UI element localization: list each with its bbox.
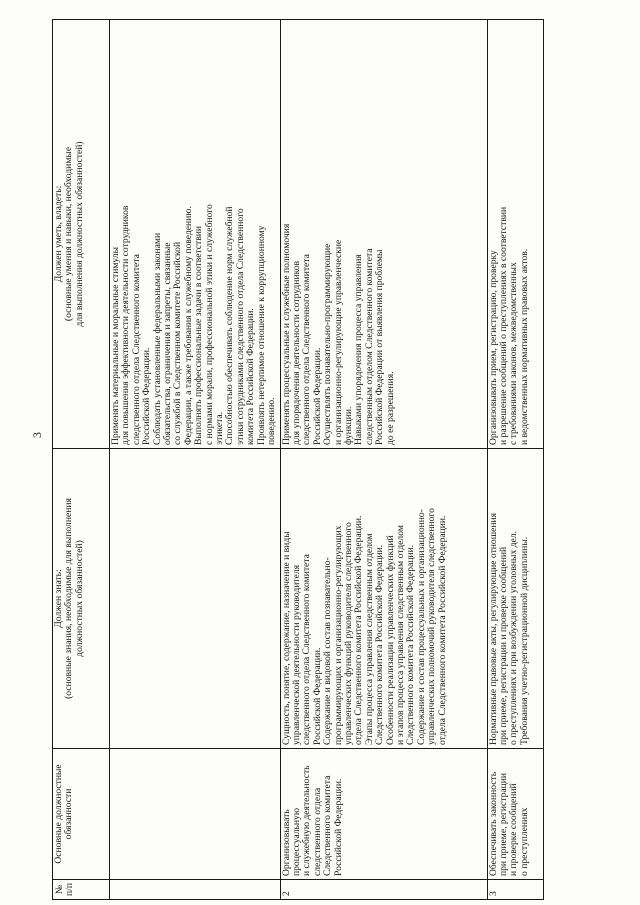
cell-skills <box>280 20 487 449</box>
cell-duties-line: при приеме, регистрации <box>497 772 509 876</box>
cell-knowledge-line: Сущность, понятие, содержание, назначение и виды <box>280 531 292 745</box>
header-duties-line: обязанности <box>63 788 75 840</box>
cell-duties-line: Российской Федерации. <box>332 778 344 876</box>
cell-skills <box>487 20 543 449</box>
cell-skills-line: комитета Российской Федерации. <box>245 308 257 445</box>
table-body <box>110 20 544 900</box>
cell-knowledge <box>487 449 543 749</box>
header-skills-line: для выполнения должностных обязанностей) <box>73 141 85 327</box>
cell-knowledge-line: отдела Следственного комитета Российской Федерации. <box>353 515 365 745</box>
cell-skills-line: поведению. <box>266 397 278 445</box>
cell-skills-line: функции. <box>342 406 354 445</box>
cell-skills-line: обязательства, ограничения и запреты, связанные <box>162 242 174 445</box>
cell-knowledge-line: Российской Федерации. <box>311 647 323 745</box>
cell-skills-line: следственным отделом Следственного комитета <box>363 248 375 445</box>
cell-knowledge-line: управленческих функций руководителя следственного <box>342 522 354 745</box>
cell-knowledge-line: следственного отдела Следственного комитета <box>301 554 313 745</box>
cell-skills-line: Выполнять профессиональные задачи в соответствии <box>193 225 205 445</box>
cell-duties-line: следственного отдела <box>311 787 323 876</box>
cell-skills-line: Соблюдать установленные федеральными законами <box>151 232 163 445</box>
cell-duties-line: и проверке сообщений <box>508 783 520 876</box>
cell-skills-line: Проявлять нетерпимое отношение к коррупционному <box>255 225 267 445</box>
cell-knowledge-line: Следственного комитета Российской Федерации. <box>405 544 417 745</box>
header-number-line: № <box>54 884 65 895</box>
cell-skills-line: Навыками упорядочения процесса управления <box>353 254 365 445</box>
cell-skills-line: Осуществлять познавательно-программирующие <box>322 243 334 445</box>
cell-duties-line: Обеспечивать законность <box>487 771 499 876</box>
cell-number: 3 <box>487 880 543 900</box>
header-number <box>53 880 110 900</box>
header-skills <box>53 20 110 449</box>
cell-skills-line: и ведомственных нормативных правовых актов. <box>518 248 530 445</box>
header-duties-line: Основные должностные <box>53 764 64 864</box>
table-row <box>110 20 281 900</box>
cell-knowledge-line: управленческой деятельности руководителя <box>290 564 302 745</box>
cell-knowledge-line: и этапов процесса управления следственным отделом <box>394 525 406 745</box>
cell-skills-line: Российской Федерации. <box>141 347 153 445</box>
cell-skills-line: для повышения эффективности деятельности сотрудников <box>120 205 132 445</box>
table-row <box>280 20 487 900</box>
duties-table <box>52 19 544 900</box>
cell-skills-line: Российской Федерации от выявления проблемы <box>374 249 386 445</box>
cell-skills-line: Федерации, а также требования к служебному поведению. <box>182 206 194 445</box>
cell-duties-line: процессуальную <box>290 807 302 876</box>
cell-skills-line: для упорядочения деятельности сотрудников <box>290 260 302 445</box>
cell-knowledge-line: при приеме, регистрации и проверке сообщений <box>497 546 509 745</box>
cell-skills-line: с нормами морали, профессиональной этики и служебного <box>203 204 215 445</box>
page-number: 3 <box>30 432 44 438</box>
cell-skills-line: Способностью обеспечивать соблюдение норм служебной <box>224 206 236 445</box>
cell-knowledge-line: Требования учетно-регистрационной дисциплины. <box>518 536 530 745</box>
cell-knowledge-line: о преступлениях и при возбуждении уголовных дел. <box>508 531 520 745</box>
header-knowledge-line: должностных обязанностей) <box>73 540 85 657</box>
cell-knowledge <box>110 449 281 749</box>
cell-duties-line: и служебную деятельность <box>301 765 313 876</box>
cell-duties <box>280 749 487 880</box>
cell-number: 2 <box>280 880 487 900</box>
cell-knowledge-line: программирующих и организационно-регулирующих <box>332 525 344 745</box>
cell-skills-line: Применять процессуальные и служебные полномочия <box>280 223 292 445</box>
cell-number <box>110 880 281 900</box>
cell-skills-line: и организационно-регулирующие управленческие <box>332 239 344 445</box>
cell-duties <box>487 749 543 880</box>
cell-duties <box>110 749 281 880</box>
table-header <box>53 20 110 900</box>
header-knowledge-line: Должен знать: <box>53 569 64 628</box>
cell-knowledge-line: управленческих полномочий руководителя следственного <box>426 508 438 745</box>
cell-skills-line: Организовывать прием, регистрацию, проверку <box>487 250 499 445</box>
cell-skills-line: следственного отдела Следственного комитета <box>301 254 313 445</box>
cell-duties-line: о преступлениях <box>518 807 530 876</box>
cell-duties-line: Организовывать <box>280 809 292 876</box>
cell-knowledge-line: Содержание и состав процессуальных и организационно- <box>415 509 427 745</box>
table-row <box>487 20 543 900</box>
cell-skills-line: этики сотрудниками следственного отдела Следственного <box>234 208 246 445</box>
cell-knowledge-line: Следственного комитета Российской Федерации. <box>374 544 386 745</box>
cell-knowledge <box>280 449 487 749</box>
header-knowledge-line: (основные знания, необходимые для выполнения <box>63 498 75 699</box>
cell-skills-line: этикета. <box>214 411 226 445</box>
cell-knowledge-line: Особенности реализации управленческих функций <box>384 535 396 745</box>
header-skills-line: (основные умения и навыки, необходимые <box>63 146 75 322</box>
header-number-line: п/п <box>64 883 76 896</box>
cell-duties-line: Следственного комитета <box>322 775 334 876</box>
cell-skills-line: с требованиями законов, межведомственных <box>508 262 520 445</box>
cell-skills-line: следственного отдела Следственного комитета <box>130 254 142 445</box>
cell-skills-line: Российской Федерации. <box>311 347 323 445</box>
cell-knowledge-line: Этапы процесса управления следственным отделом <box>363 533 375 745</box>
cell-skills-line: и разрешение сообщений о преступлениях в соответствии <box>497 206 509 445</box>
cell-skills-line: до ее разрешения. <box>384 371 396 445</box>
header-duties <box>53 749 110 880</box>
cell-knowledge-line: отдела Следственного комитета Российской Федерации. <box>436 515 448 745</box>
header-skills-line: Должен уметь, владеть: <box>53 185 64 283</box>
cell-knowledge-line: Содержание и видовой состав познавательно- <box>322 557 334 745</box>
cell-skills <box>110 20 281 449</box>
cell-skills-line: со службой в Следственном комитете Российской <box>172 241 184 445</box>
cell-knowledge-line: Нормативные правовые акты, регулирующие отношения <box>487 512 499 745</box>
header-knowledge <box>53 449 110 749</box>
header-row <box>53 20 110 900</box>
cell-skills-line: Применять материальные и моральные стимулы <box>110 246 121 445</box>
